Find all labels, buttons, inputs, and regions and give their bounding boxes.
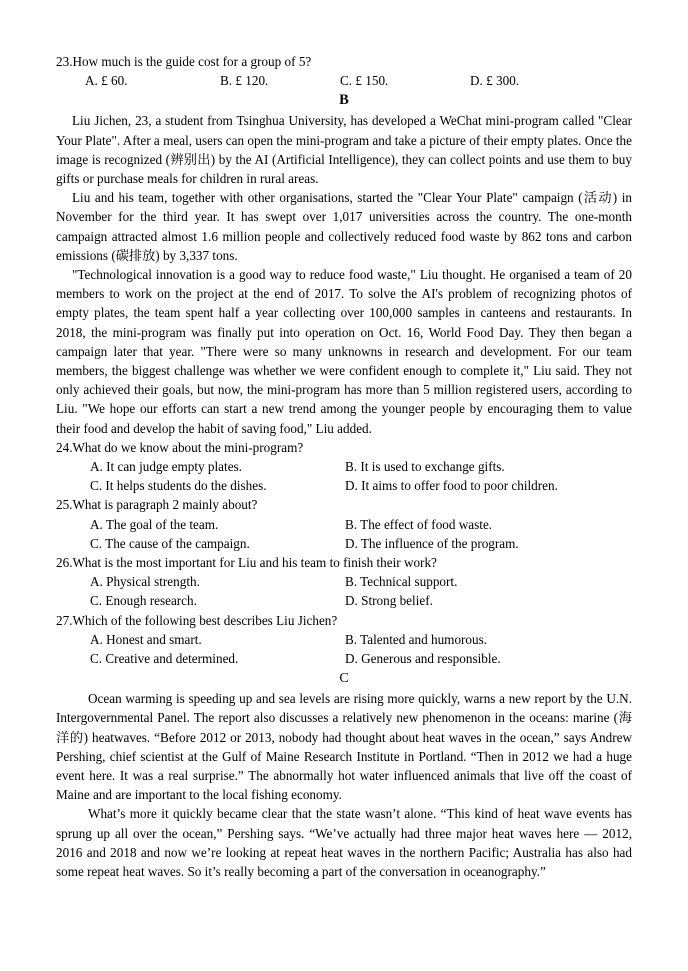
option-c[interactable]: C. The cause of the campaign. (90, 535, 250, 551)
option-a[interactable]: A. £ 60. (85, 73, 128, 89)
option-d[interactable]: D. £ 300. (470, 73, 520, 89)
question-24-options-row-1 (56, 457, 632, 476)
passage-c-paragraph-1: Ocean warming is speeding up and sea levels are rising more quickly, warns a new report by the U.N. Intergovernmental Panel. The report also discusses a relatively new phenomenon in the oceans: marine (海洋的) heatwaves. “Before 2012 or 2013, nobody had thought about heat waves in the ocean,” says Andrew Pershing, chief scientist at the Gulf of Maine Research Institute in Portland. “Then in 2012 we had a huge event here. It was a real surprise.” The abnormally hot water influenced animals that live off the coast of Maine and are important to the local fishing economy. (56, 691, 632, 803)
question-27-stem: 27.Which of the following best describes Liu Jichen? (56, 612, 338, 628)
option-d[interactable]: D. It aims to offer food to poor children. (345, 478, 558, 494)
question-25-options-row-1 (56, 515, 632, 534)
question-27-options-row-2 (56, 649, 632, 668)
passage-c-paragraph-2: What’s more it quickly became clear that the state wasn’t alone. “This kind of heat wave events has sprung up all over the ocean,” Pershing says. “We’ve actually had three major heat waves here — 2012, 2016 and 2018 and now we’re looking at repeat heat waves in the northern Pacific; Australia has also had some repeat heat waves. So it’s really becoming a part of the conversation in oceanography.” (56, 806, 632, 879)
option-a[interactable]: A. The goal of the team. (90, 516, 219, 532)
option-d[interactable]: D. Strong belief. (345, 593, 433, 609)
passage-b-heading: B (339, 92, 349, 109)
passage-c-heading: C (339, 671, 349, 687)
question-26-stem: 26.What is the most important for Liu and his team to finish their work? (56, 555, 437, 570)
option-a[interactable]: A. Honest and smart. (90, 631, 202, 647)
option-c[interactable]: C. Creative and determined. (90, 650, 239, 666)
passage-b-paragraph-2: Liu and his team, together with other organisations, started the "Clear Your Plate" campaign (活动) in November for the third year. It has swept over 1,017 universities across the country. The one-month campaign attracted almost 1.6 million people and collectively reduced food waste by 862 tons and carbon emissions (碳排放) by 3,337 tons. (56, 190, 632, 263)
option-b[interactable]: B. It is used to exchange gifts. (345, 459, 505, 475)
option-b[interactable]: B. Technical support. (345, 574, 458, 590)
option-d[interactable]: D. The influence of the program. (345, 535, 519, 551)
question-25-stem: 25.What is paragraph 2 mainly about? (56, 497, 258, 513)
option-b[interactable]: B. Talented and humorous. (345, 631, 488, 647)
question-26-options-row-2 (56, 591, 632, 610)
option-c[interactable]: C. £ 150. (340, 73, 389, 89)
page-content (56, 52, 632, 881)
question-25-options-row-2 (56, 534, 632, 553)
question-24-stem: 24.What do we know about the mini-program? (56, 439, 304, 455)
passage-b-paragraph-1: Liu Jichen, 23, a student from Tsinghua University, has developed a WeChat mini-program called "Clear Your Plate". After a meal, users can open the mini-program and take a picture of their empty plates. Once the image is recognized (辨别出) by the AI (Artificial Intelligence), they can collect points and use them to buy gifts or purchase meals for children in rural areas. (56, 113, 632, 186)
option-c[interactable]: C. Enough research. (90, 593, 197, 609)
question-23-stem: 23.How much is the guide cost for a group of 5? (56, 54, 312, 69)
question-26-options-row-1 (56, 572, 632, 591)
passage-b-paragraph-3: "Technological innovation is a good way to reduce food waste," Liu thought. He organised a team of 20 members to work on the project at the end of 2017. To solve the AI's problem of recognizing photos of empty plates, the team spent half a year collecting over 100,000 samples in canteens and restaurants. In 2018, the mini-program was finally put into operation on Oct. 16, World Food Day. They then began a campaign later that year. "There were so many unknowns in research and development. For our team members, the biggest challenge was whether we were confident enough to complete it," Liu said. They not only achieved their goals, but now, the mini-program has more than 5 million registered users, according to Liu. "We hope our efforts can start a new trend among the younger people by encouraging them to value their food and develop the habit of saving food," Liu added. (56, 267, 632, 436)
option-c[interactable]: C. It helps students do the dishes. (90, 478, 267, 494)
option-a[interactable]: A. It can judge empty plates. (90, 459, 242, 475)
option-b[interactable]: B. £ 120. (220, 73, 269, 89)
question-23-options (56, 71, 632, 90)
question-27-options-row-1 (56, 630, 632, 649)
option-a[interactable]: A. Physical strength. (90, 574, 200, 590)
option-b[interactable]: B. The effect of food waste. (345, 516, 493, 532)
question-24-options-row-2 (56, 476, 632, 495)
option-d[interactable]: D. Generous and responsible. (345, 650, 501, 666)
